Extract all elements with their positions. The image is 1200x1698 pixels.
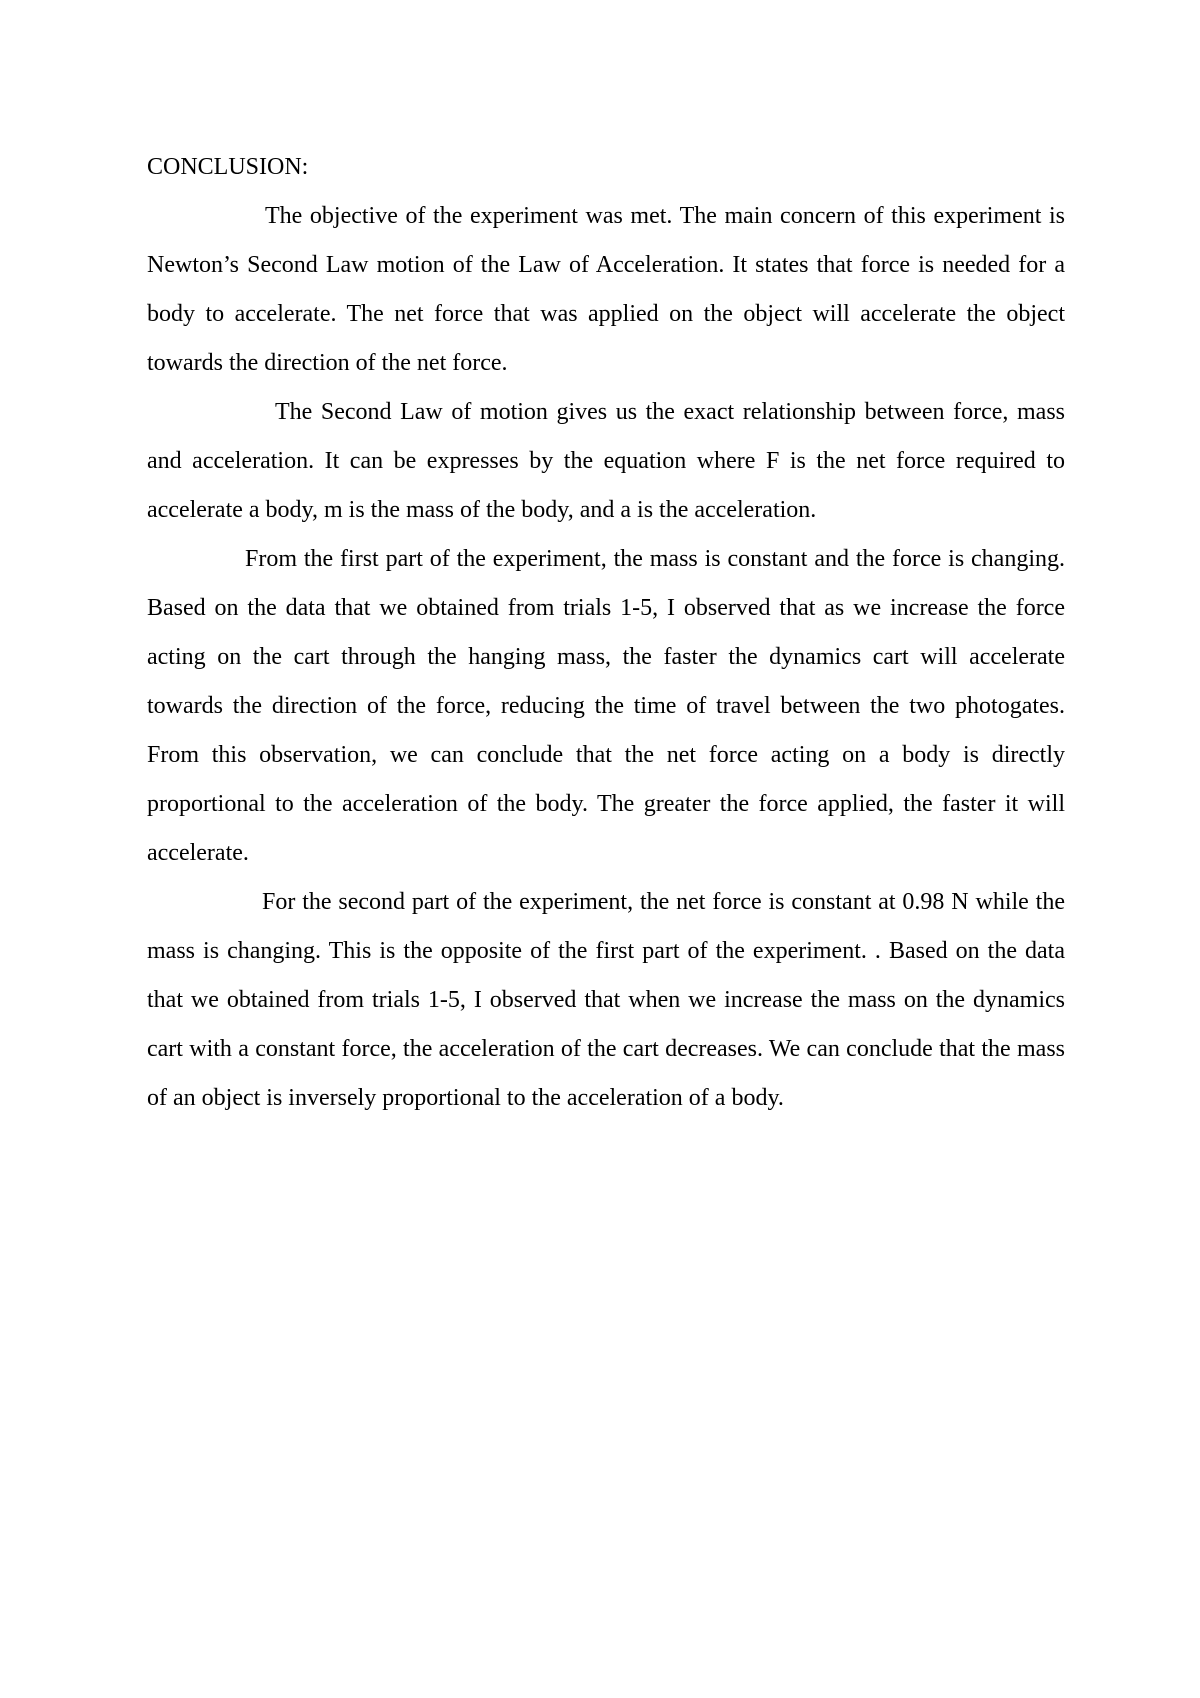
- paragraph-second-law: The Second Law of motion gives us the exact relationship between force, mass and acceleration. It can be expresses by the equation where F is the net force required to accelerate a body, m is the mass of the body, and a is the acceleration.: [147, 399, 1065, 523]
- paragraph-first-part: From the first part of the experiment, the mass is constant and the force is changing. Based on the data that we obtained from trials 1-5, I observed that as we increase the force acting on the cart through the hanging mass, the faster the dynamics cart will accelerate towards the direction of the force, reducing the time of travel between the two photogates. From this observation, we can conclude that the net force acting on a body is directly proportional to the acceleration of the body. The greater the force applied, the faster it will accelerate.: [147, 546, 1065, 866]
- conclusion-heading: CONCLUSION:: [147, 154, 309, 180]
- paragraph-second-part: For the second part of the experiment, the net force is constant at 0.98 N while the mass is changing. This is the opposite of the first part of the experiment. . Based on the data that we obtained from trials 1-5, I observed that when we increase the mass on the dynamics cart with a constant force, the acceleration of the cart decreases. We can conclude that the mass of an object is inversely proportional to the acceleration of a body.: [147, 889, 1065, 1111]
- document-body: [147, 143, 1065, 1123]
- paragraph-objective: The objective of the experiment was met. The main concern of this experiment is Newton’s Second Law motion of the Law of Acceleration. It states that force is needed for a body to accelerate. The net force that was applied on the object will accelerate the object towards the direction of the net force.: [147, 203, 1065, 376]
